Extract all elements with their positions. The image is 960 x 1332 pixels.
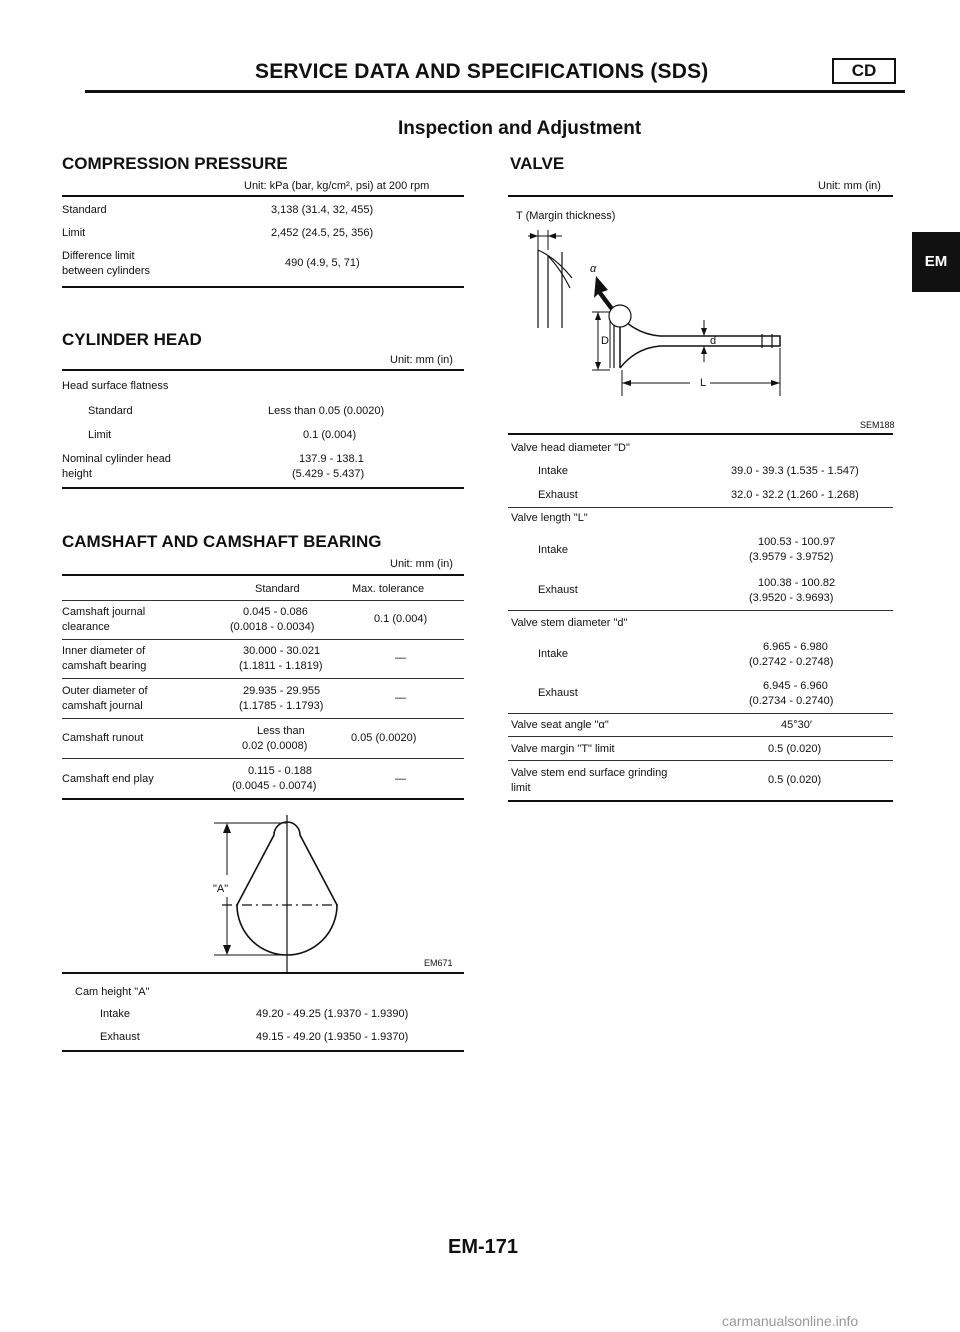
cam-row1-max: 0.1 (0.004) bbox=[374, 613, 428, 625]
camshaft-col-max: Max. tolerance bbox=[352, 583, 425, 595]
valve-stem-exhaust-v2: (0.2734 - 0.2740) bbox=[749, 695, 834, 707]
page-header-title: SERVICE DATA AND SPECIFICATIONS (SDS) bbox=[255, 60, 709, 83]
cam-row1-label-1: Camshaft journal bbox=[62, 606, 146, 618]
valve-margin-value: 0.5 (0.020) bbox=[768, 743, 822, 755]
valve-head-intake-value: 39.0 - 39.3 (1.535 - 1.547) bbox=[731, 465, 859, 477]
valve-length-exhaust-v1: 100.38 - 100.82 bbox=[758, 577, 836, 589]
flatness-standard-value: Less than 0.05 (0.0020) bbox=[268, 405, 385, 417]
nominal-height-value-2: (5.429 - 5.437) bbox=[292, 468, 365, 480]
valve-diagram bbox=[510, 228, 800, 408]
cylinder-head-unit: Unit: mm (in) bbox=[390, 354, 453, 366]
nominal-height-value-1: 137.9 - 138.1 bbox=[299, 453, 364, 465]
valve-grind-value: 0.5 (0.020) bbox=[768, 774, 822, 786]
camshaft-rule-bottom bbox=[62, 798, 464, 800]
camshaft-unit: Unit: mm (in) bbox=[390, 558, 453, 570]
valve-diagram-margin-label: T (Margin thickness) bbox=[516, 210, 616, 222]
cylinder-head-rule-bottom bbox=[62, 487, 464, 489]
valve-stem-label: Valve stem diameter "d" bbox=[511, 617, 628, 629]
valve-seat-rule bbox=[508, 736, 893, 737]
cam-row5-std-1: 0.115 - 0.188 bbox=[248, 765, 313, 777]
compression-diff-label-1: Difference limit bbox=[62, 250, 135, 262]
cam-row4-rule bbox=[62, 758, 464, 759]
flatness-limit-label: Limit bbox=[88, 429, 112, 441]
valve-stem-rule bbox=[508, 713, 893, 714]
cam-diagram-a-label: "A" bbox=[213, 883, 229, 895]
valve-length-rule bbox=[508, 610, 893, 611]
valve-diagram-alpha: α bbox=[590, 263, 597, 275]
compression-rule-bottom bbox=[62, 286, 464, 288]
compression-diff-value: 490 (4.9, 5, 71) bbox=[285, 257, 360, 269]
valve-diagram-d: d bbox=[710, 335, 717, 347]
cylinder-head-rule-top bbox=[62, 369, 464, 371]
cam-row3-rule bbox=[62, 718, 464, 719]
compression-limit-label: Limit bbox=[62, 227, 86, 239]
cam-height-rule-bottom bbox=[62, 1050, 464, 1052]
cam-row2-label-1: Inner diameter of bbox=[62, 645, 146, 657]
valve-stem-intake-label: Intake bbox=[538, 648, 568, 660]
cam-row5-max: — bbox=[395, 773, 406, 785]
page-number: EM-171 bbox=[448, 1236, 519, 1258]
cam-height-exhaust-value: 49.15 - 49.20 (1.9350 - 1.9370) bbox=[256, 1031, 409, 1043]
cam-row1-label-2: clearance bbox=[62, 621, 110, 633]
em-tab-label: EM bbox=[924, 253, 948, 270]
cam-diagram-code: EM671 bbox=[424, 958, 453, 968]
cam-row1-std-1: 0.045 - 0.086 bbox=[243, 606, 308, 618]
cam-height-exhaust-label: Exhaust bbox=[100, 1031, 140, 1043]
valve-margin-label: Valve margin "T" limit bbox=[511, 743, 615, 755]
em-side-tab bbox=[912, 232, 960, 292]
valve-head-exhaust-label: Exhaust bbox=[538, 489, 578, 501]
cam-row2-max: — bbox=[395, 652, 406, 664]
cylinder-head-title: CYLINDER HEAD bbox=[62, 330, 202, 349]
valve-head-diameter-label: Valve head diameter "D" bbox=[511, 442, 630, 454]
flatness-standard-label: Standard bbox=[88, 405, 133, 417]
valve-grind-label-2: limit bbox=[511, 782, 531, 794]
valve-stem-intake-v1: 6.965 - 6.980 bbox=[763, 641, 828, 653]
cam-height-label: Cam height "A" bbox=[75, 986, 150, 998]
valve-head-intake-label: Intake bbox=[538, 465, 568, 477]
watermark: carmanualsonline.info bbox=[722, 1313, 859, 1329]
valve-head-rule bbox=[508, 507, 893, 508]
cam-row1-rule bbox=[62, 639, 464, 640]
cam-row3-label-1: Outer diameter of bbox=[62, 685, 148, 697]
camshaft-title: CAMSHAFT AND CAMSHAFT BEARING bbox=[62, 532, 382, 551]
valve-grind-label-1: Valve stem end surface grinding bbox=[511, 767, 668, 779]
cam-lobe-diagram bbox=[200, 815, 390, 975]
cam-row2-rule bbox=[62, 678, 464, 679]
valve-head-exhaust-value: 32.0 - 32.2 (1.260 - 1.268) bbox=[731, 489, 859, 501]
cam-row3-std-1: 29.935 - 29.955 bbox=[243, 685, 321, 697]
compression-limit-value: 2,452 (24.5, 25, 356) bbox=[271, 227, 374, 239]
valve-diagram-rule bbox=[508, 433, 893, 435]
valve-margin-rule bbox=[508, 760, 893, 761]
valve-stem-intake-v2: (0.2742 - 0.2748) bbox=[749, 656, 834, 668]
valve-length-intake-v2: (3.9579 - 3.9752) bbox=[749, 551, 834, 563]
nominal-height-label-2: height bbox=[62, 468, 92, 480]
cam-row3-label-2: camshaft journal bbox=[62, 700, 143, 712]
cd-badge: CD bbox=[832, 58, 896, 84]
valve-length-exhaust-label: Exhaust bbox=[538, 584, 578, 596]
camshaft-header-rule bbox=[62, 600, 464, 601]
flatness-limit-value: 0.1 (0.004) bbox=[303, 429, 357, 441]
valve-diagram-D: D bbox=[601, 335, 609, 347]
cam-row2-label-2: camshaft bearing bbox=[62, 660, 147, 672]
valve-length-exhaust-v2: (3.9520 - 3.9693) bbox=[749, 592, 834, 604]
valve-length-intake-v1: 100.53 - 100.97 bbox=[758, 536, 836, 548]
flatness-label: Head surface flatness bbox=[62, 380, 169, 392]
camshaft-col-standard: Standard bbox=[255, 583, 300, 595]
valve-stem-exhaust-label: Exhaust bbox=[538, 687, 578, 699]
valve-unit: Unit: mm (in) bbox=[818, 180, 881, 192]
cam-row4-std-1: Less than bbox=[257, 725, 305, 737]
cam-row2-std-2: (1.1811 - 1.1819) bbox=[239, 660, 323, 672]
compression-unit: Unit: kPa (bar, kg/cm², psi) at 200 rpm bbox=[244, 180, 430, 192]
cam-height-intake-value: 49.20 - 49.25 (1.9370 - 1.9390) bbox=[256, 1008, 409, 1020]
cam-row4-label-1: Camshaft runout bbox=[62, 732, 144, 744]
valve-length-label: Valve length "L" bbox=[511, 512, 588, 524]
compression-title: COMPRESSION PRESSURE bbox=[62, 154, 288, 173]
valve-stem-exhaust-v1: 6.945 - 6.960 bbox=[763, 680, 828, 692]
cam-row3-std-2: (1.1785 - 1.1793) bbox=[239, 700, 324, 712]
valve-length-intake-label: Intake bbox=[538, 544, 568, 556]
section-subtitle: Inspection and Adjustment bbox=[398, 118, 642, 139]
header-rule bbox=[85, 90, 905, 93]
camshaft-rule-top bbox=[62, 574, 464, 576]
valve-diagram-L: L bbox=[700, 377, 707, 389]
cam-row5-std-2: (0.0045 - 0.0074) bbox=[232, 780, 317, 792]
compression-standard-value: 3,138 (31.4, 32, 455) bbox=[271, 204, 374, 216]
cam-row1-std-2: (0.0018 - 0.0034) bbox=[230, 621, 315, 633]
cam-height-intake-label: Intake bbox=[100, 1008, 130, 1020]
cam-row4-std-2: 0.02 (0.0008) bbox=[242, 740, 308, 752]
cam-row2-std-1: 30.000 - 30.021 bbox=[243, 645, 321, 657]
valve-diagram-code: SEM188 bbox=[860, 420, 895, 430]
compression-rule-top bbox=[62, 195, 464, 197]
valve-rule-top bbox=[508, 195, 893, 197]
valve-rule-bottom bbox=[508, 800, 893, 802]
compression-diff-label-2: between cylinders bbox=[62, 265, 151, 277]
nominal-height-label-1: Nominal cylinder head bbox=[62, 453, 171, 465]
cam-height-rule-top bbox=[62, 972, 464, 974]
valve-seat-angle-value: 45°30′ bbox=[781, 719, 812, 731]
cam-row3-max: — bbox=[395, 692, 406, 704]
valve-title: VALVE bbox=[510, 154, 565, 173]
valve-seat-angle-label: Valve seat angle "α" bbox=[511, 719, 609, 731]
cam-row5-label-1: Camshaft end play bbox=[62, 773, 154, 785]
cam-row4-max: 0.05 (0.0020) bbox=[351, 732, 417, 744]
compression-standard-label: Standard bbox=[62, 204, 107, 216]
